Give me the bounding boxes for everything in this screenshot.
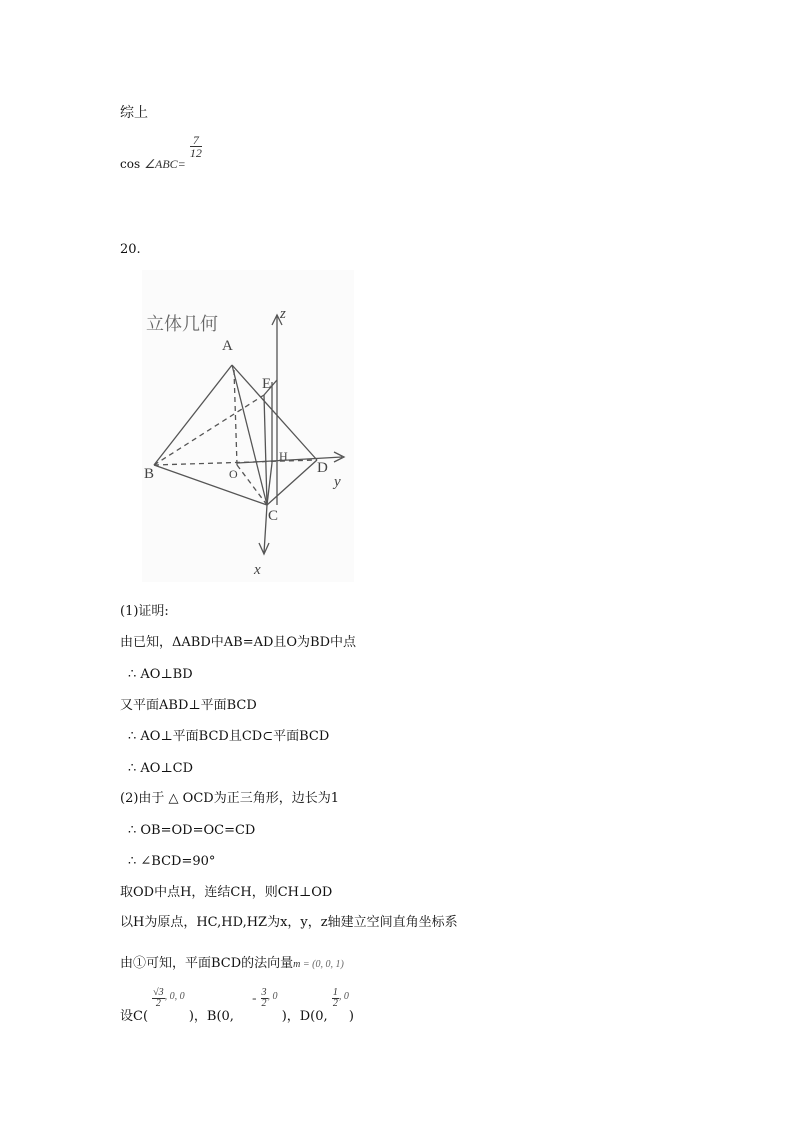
label-y: y (334, 474, 341, 490)
coord-d-prefix: )，D(0, (281, 1009, 328, 1024)
solution-line-4: ∴ AO⊥平面BCD且CD⊂平面BCD (128, 729, 330, 744)
normal-vector-value: = (0, 0, 1) (300, 959, 344, 970)
coordinates-line (120, 980, 354, 1024)
coord-b-prefix: )，B(0, (188, 1009, 234, 1024)
normal-vector-symbol: m (293, 959, 301, 970)
solution-line-9: 取OD中点H，连结CH，则CH⊥OD (120, 885, 333, 900)
label-x: x (254, 562, 261, 578)
cos-fraction (190, 134, 202, 159)
label-O: O (229, 467, 238, 481)
label-C: C (268, 508, 279, 524)
coord-b-sign: - (252, 990, 257, 1005)
solution-line-5: ∴ AO⊥CD (128, 761, 194, 776)
tetrahedron-diagram (142, 270, 354, 582)
coord-b-rest: , 0 (267, 991, 278, 1002)
handwritten-note: 立体几何 (146, 314, 218, 334)
coord-d-rest: , 0 (338, 991, 349, 1002)
label-z: z (280, 306, 286, 322)
coord-b-fraction (261, 988, 268, 1009)
coord-c-rest: , 0, 0 (164, 991, 185, 1002)
label-B: B (144, 466, 155, 482)
solution-line-7: ∴ OB=OD=OC=CD (128, 823, 256, 838)
label-H: H (279, 449, 288, 463)
solution-line-10: 以H为原点，HC,HD,HZ为x，y，z轴建立空间直角坐标系 (120, 915, 458, 930)
label-E: E (262, 376, 272, 392)
solution-line-1: 由已知，ΔABD中AB=AD且O为BD中点 (120, 635, 357, 650)
coord-d-den: 2 (332, 998, 338, 1009)
coord-c-den: 2 (155, 998, 161, 1009)
coord-c-num: √3 (153, 987, 164, 998)
cos-prefix: cos (120, 157, 141, 171)
coord-b-den: 2 (261, 998, 267, 1009)
problem-number: 20. (120, 242, 141, 257)
solution-line-2: ∴ AO⊥BD (128, 667, 193, 682)
label-A: A (222, 338, 233, 354)
cos-denominator: 12 (189, 146, 202, 160)
cos-angle: ∠ABC= (144, 157, 186, 171)
coord-d-num: 1 (332, 987, 338, 998)
part2-line-1: (2)由于 △ OCD为正三角形，边长为1 (120, 791, 339, 806)
cos-numerator: 7 (190, 134, 202, 147)
part1-title: (1)证明: (120, 604, 169, 619)
solution-line-3: 又平面ABD⊥平面BCD (120, 698, 257, 713)
coord-c-fraction (152, 988, 165, 1009)
normal-vector-line (120, 948, 344, 971)
coord-d-fraction (332, 988, 339, 1009)
coord-c-prefix: 设C( (120, 1009, 149, 1024)
normal-vector-text: 由①可知，平面BCD的法向量 (120, 956, 294, 971)
solution-line-8: ∴ ∠BCD=90° (128, 854, 216, 869)
coord-b-num: 3 (261, 987, 267, 998)
label-D: D (317, 460, 328, 476)
cos-result (120, 130, 202, 171)
geometry-figure (142, 270, 354, 582)
coord-end: ) (348, 1009, 354, 1024)
summary-heading: 综上 (120, 105, 148, 121)
